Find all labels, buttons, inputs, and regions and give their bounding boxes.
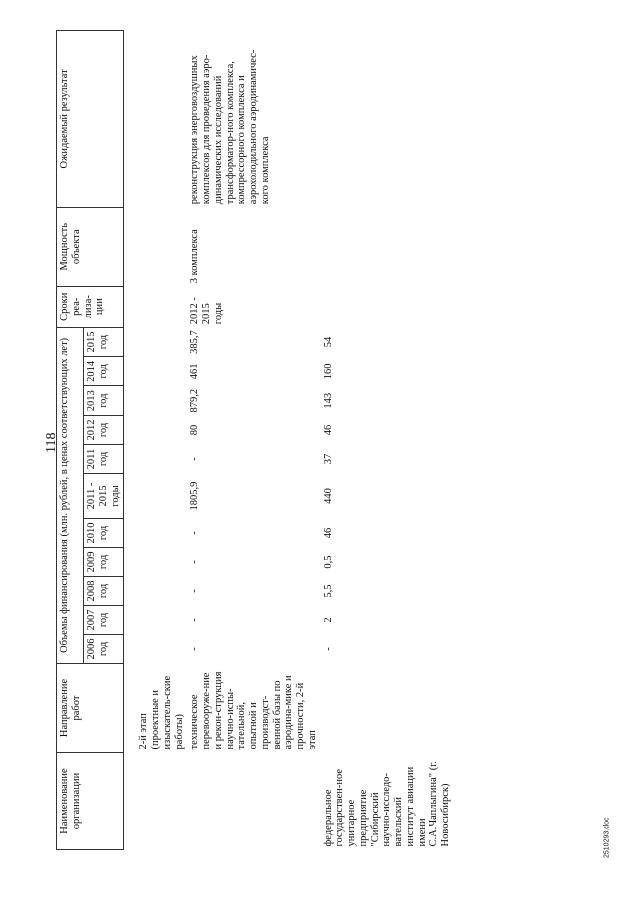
header-direction: Направление работ <box>57 664 124 753</box>
header-year: 2007 год <box>84 606 124 635</box>
cell-value: - <box>322 647 334 651</box>
cell-value: 46 <box>322 527 334 539</box>
cell-value: 385,7 <box>189 330 201 354</box>
cell-value: 1805,9 <box>189 481 201 511</box>
cell-organization: федеральное государствен-ное унитарное предприятие "Сибирский научно-исследо-вательский институт авиации имени С.А.Чаплыгина" (г. Новосибирск) <box>322 761 451 847</box>
header-year: 2013 год <box>84 386 124 416</box>
cell-capacity <box>321 207 454 286</box>
cell-direction: 2-й этап (проектные и изыскатель-ские работы) <box>138 675 185 750</box>
header-result: Ожидаемый результат <box>57 31 124 208</box>
cell-value: 0,5 <box>322 555 334 569</box>
header-year: 2009 год <box>84 548 124 577</box>
cell-value: 80 <box>189 424 201 436</box>
rotated-page <box>56 30 611 850</box>
cell-value <box>124 635 188 664</box>
cell-result <box>321 31 454 208</box>
table-header-row <box>57 31 84 850</box>
header-year: 2008 год <box>84 577 124 606</box>
header-year: 2014 год <box>84 357 124 386</box>
header-year: 2006 год <box>84 635 124 664</box>
cell-direction: техническое перевооруже-ние и рекон-струкция научно-испы-тательной, опытной и производст-венной базы по аэродина-мике и прочности, 2-й этап <box>189 671 318 750</box>
cell-value <box>124 327 188 357</box>
cell-value: 46 <box>322 424 334 436</box>
header-capacity: Мощность объекта <box>57 207 124 286</box>
table-row <box>321 31 454 850</box>
funding-table <box>56 30 454 850</box>
cell-value: - <box>189 531 201 535</box>
cell-value: 440 <box>322 488 334 504</box>
cell-value <box>124 474 188 519</box>
cell-capacity: 3 комплекса <box>189 229 201 284</box>
cell-term <box>124 286 188 327</box>
cell-value: 143 <box>322 392 334 409</box>
cell-organization <box>124 753 188 850</box>
cell-value <box>124 445 188 474</box>
cell-organization <box>187 753 320 850</box>
cell-value: 160 <box>322 363 334 380</box>
header-year: 2012 год <box>84 416 124 445</box>
cell-value <box>124 548 188 577</box>
cell-value <box>124 357 188 386</box>
table-row <box>187 31 320 850</box>
cell-value: 37 <box>322 453 334 465</box>
cell-value: - <box>189 457 201 461</box>
cell-value <box>124 386 188 416</box>
header-year: 2010 год <box>84 519 124 548</box>
header-year: 2015 год <box>84 327 124 357</box>
header-funding: Объемы финансирования (млн. рублей, в ценах соответствующих лет) <box>57 327 84 663</box>
cell-value: 2 <box>322 617 334 623</box>
cell-result: реконструкция энерговоздушных комплексов для проведения аэро-динамических исследований трансформатор-ного комплекса, компрессорного комплекса и аэрохолодильного аэродинамичес-кого комплекса <box>189 49 271 205</box>
cell-result <box>124 31 188 208</box>
header-year: 2011 - 2015 годы <box>84 474 124 519</box>
cell-value: 461 <box>189 363 201 380</box>
table-row <box>124 31 188 850</box>
header-term: Сроки реа-лиза-ции <box>57 286 124 327</box>
cell-direction <box>321 664 454 753</box>
cell-term <box>321 286 454 327</box>
cell-value: - <box>189 618 201 622</box>
cell-term: 2012 - 2015 годы <box>189 297 224 325</box>
cell-value: 879,2 <box>189 388 201 413</box>
header-organization: Наименование организации <box>57 753 124 850</box>
header-year: 2011 год <box>84 445 124 474</box>
cell-value: - <box>189 560 201 564</box>
cell-value: 54 <box>322 336 334 348</box>
cell-value <box>124 519 188 548</box>
cell-value <box>124 416 188 445</box>
cell-value <box>124 577 188 606</box>
cell-value: - <box>189 589 201 593</box>
cell-capacity <box>124 207 188 286</box>
cell-value <box>124 606 188 635</box>
cell-value: 5,5 <box>322 584 334 598</box>
cell-value: - <box>189 647 201 651</box>
